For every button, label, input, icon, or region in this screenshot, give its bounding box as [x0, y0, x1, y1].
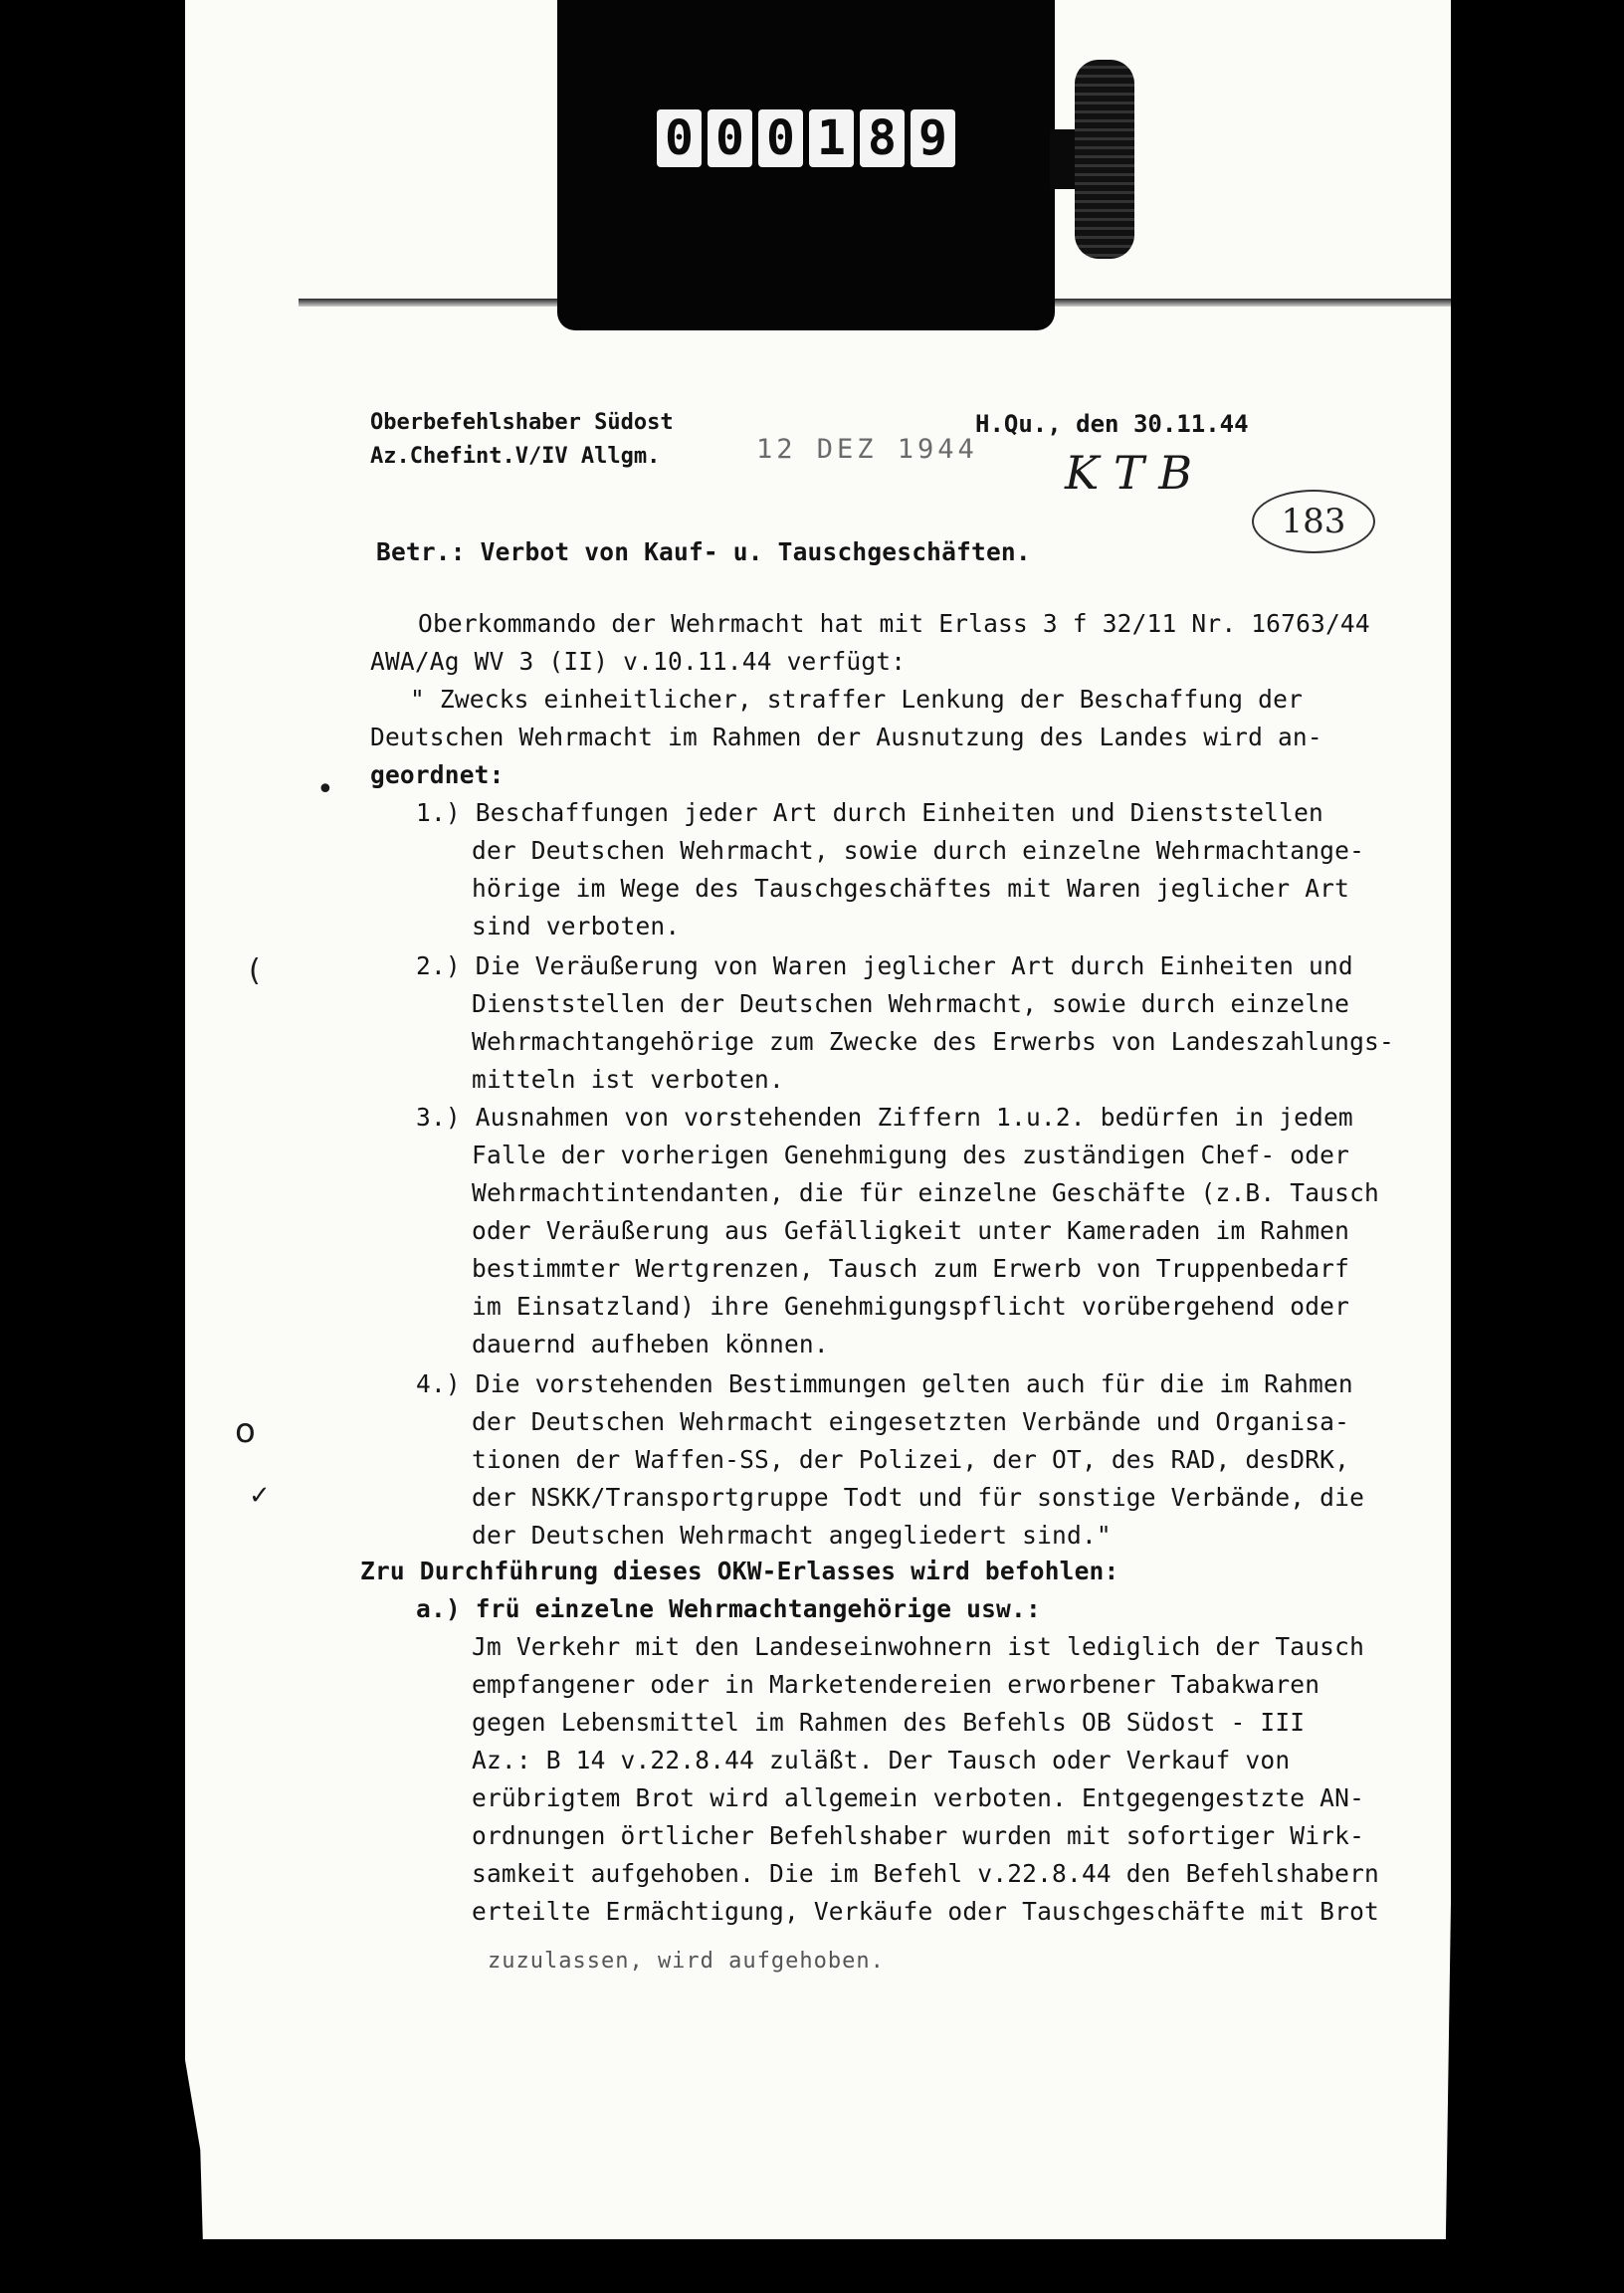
margin-mark: o — [235, 1411, 256, 1451]
body-line: a.) frü einzelne Wehrmachtangehörige usw.: — [416, 1594, 1041, 1623]
counter-digit: 9 — [911, 109, 955, 167]
margin-mark: • — [316, 772, 334, 807]
body-line: der Deutschen Wehrmacht, sowie durch einzelne Wehrmachtange- — [472, 836, 1365, 865]
body-line: Oberkommando der Wehrmacht hat mit Erlass 3 f 32/11 Nr. 16763/44 — [418, 609, 1370, 638]
subject-line: Betr.: Verbot von Kauf- u. Tauschgeschäften. — [376, 537, 1031, 566]
reference-number: Az.Chefint.V/IV Allgm. — [370, 444, 661, 469]
counter-display — [657, 109, 955, 167]
received-stamp: 12 DEZ 1944 — [756, 434, 978, 465]
body-line: mitteln ist verboten. — [472, 1065, 784, 1094]
body-line: Falle der vorherigen Genehmigung des zuständigen Chef- oder — [472, 1141, 1350, 1169]
body-line: Zru Durchführung dieses OKW-Erlasses wird befohlen: — [360, 1557, 1119, 1585]
counter-digit: 8 — [860, 109, 905, 167]
margin-mark: ✓ — [249, 1481, 271, 1511]
bleedthrough-text: zuzulassen, wird aufgehoben. — [488, 1949, 885, 1974]
body-line: geordnet: — [370, 760, 505, 789]
body-line: 4.) Die vorstehenden Bestimmungen gelten auch für die im Rahmen — [416, 1369, 1353, 1398]
counter-digit: 0 — [758, 109, 803, 167]
counter-knob-icon — [1075, 60, 1134, 259]
margin-mark: ( — [249, 953, 261, 988]
body-line: samkeit aufgehoben. Die im Befehl v.22.8.44 den Befehlshabern — [472, 1859, 1379, 1888]
body-line: bestimmter Wertgrenzen, Tausch zum Erwerb von Truppenbedarf — [472, 1254, 1350, 1283]
body-line: Wehrmachtintendanten, die für einzelne Geschäfte (z.B. Tausch — [472, 1178, 1379, 1207]
body-line: Wehrmachtangehörige zum Zwecke des Erwerbs von Landeszahlungs- — [472, 1027, 1394, 1056]
body-line: oder Veräußerung aus Gefälligkeit unter Kameraden im Rahmen — [472, 1216, 1350, 1245]
body-line: Deutschen Wehrmacht im Rahmen der Ausnutzung des Landes wird an- — [370, 723, 1322, 751]
body-line: 1.) Beschaffungen jeder Art durch Einheiten und Dienststellen — [416, 798, 1323, 827]
place-date: H.Qu., den 30.11.44 — [975, 410, 1249, 438]
counter-digit: 0 — [657, 109, 702, 167]
body-line: Dienststellen der Deutschen Wehrmacht, sowie durch einzelne — [472, 989, 1350, 1018]
frame-counter-device — [557, 0, 1055, 330]
handwritten-initials: K T B — [1065, 446, 1193, 500]
counter-digit: 1 — [809, 109, 854, 167]
body-line: erübrigtem Brot wird allgemein verboten. Entgegengestzte AN- — [472, 1783, 1365, 1812]
body-line: dauernd aufheben können. — [472, 1330, 829, 1358]
body-line: " Zwecks einheitlicher, straffer Lenkung der Beschaffung der — [410, 685, 1304, 714]
body-line: empfangener oder in Marketendereien erworbener Tabakwaren — [472, 1670, 1320, 1699]
body-line: Jm Verkehr mit den Landeseinwohnern ist lediglich der Tausch — [472, 1632, 1365, 1661]
sender: Oberbefehlshaber Südost — [370, 410, 674, 435]
body-line: sind verboten. — [472, 912, 681, 940]
body-line: AWA/Ag WV 3 (II) v.10.11.44 verfügt: — [370, 647, 907, 676]
body-line: der Deutschen Wehrmacht angegliedert sind." — [472, 1521, 1112, 1550]
body-line: 2.) Die Veräußerung von Waren jeglicher Art durch Einheiten und — [416, 951, 1353, 980]
body-line: erteilte Ermächtigung, Verkäufe oder Tauschgeschäfte mit Brot — [472, 1897, 1379, 1926]
body-line: tionen der Waffen-SS, der Polizei, der OT, des RAD, desDRK, — [472, 1445, 1350, 1474]
body-line: der Deutschen Wehrmacht eingesetzten Verbände und Organisa- — [472, 1407, 1350, 1436]
body-line: 3.) Ausnahmen von vorstehenden Ziffern 1.u.2. bedürfen in jedem — [416, 1103, 1353, 1132]
body-line: der NSKK/Transportgruppe Todt und für sonstige Verbände, die — [472, 1483, 1365, 1512]
body-line: ordnungen örtlicher Befehlshaber wurden mit sofortiger Wirk- — [472, 1821, 1365, 1850]
folio-number: 183 — [1252, 490, 1375, 553]
body-line: im Einsatzland) ihre Genehmigungspflicht vorübergehend oder — [472, 1292, 1350, 1321]
body-line: Az.: B 14 v.22.8.44 zuläßt. Der Tausch oder Verkauf von — [472, 1746, 1291, 1774]
body-line: hörige im Wege des Tauschgeschäftes mit Waren jeglicher Art — [472, 874, 1350, 903]
body-line: gegen Lebensmittel im Rahmen des Befehls OB Südost - III — [472, 1708, 1306, 1737]
counter-digit: 0 — [708, 109, 752, 167]
